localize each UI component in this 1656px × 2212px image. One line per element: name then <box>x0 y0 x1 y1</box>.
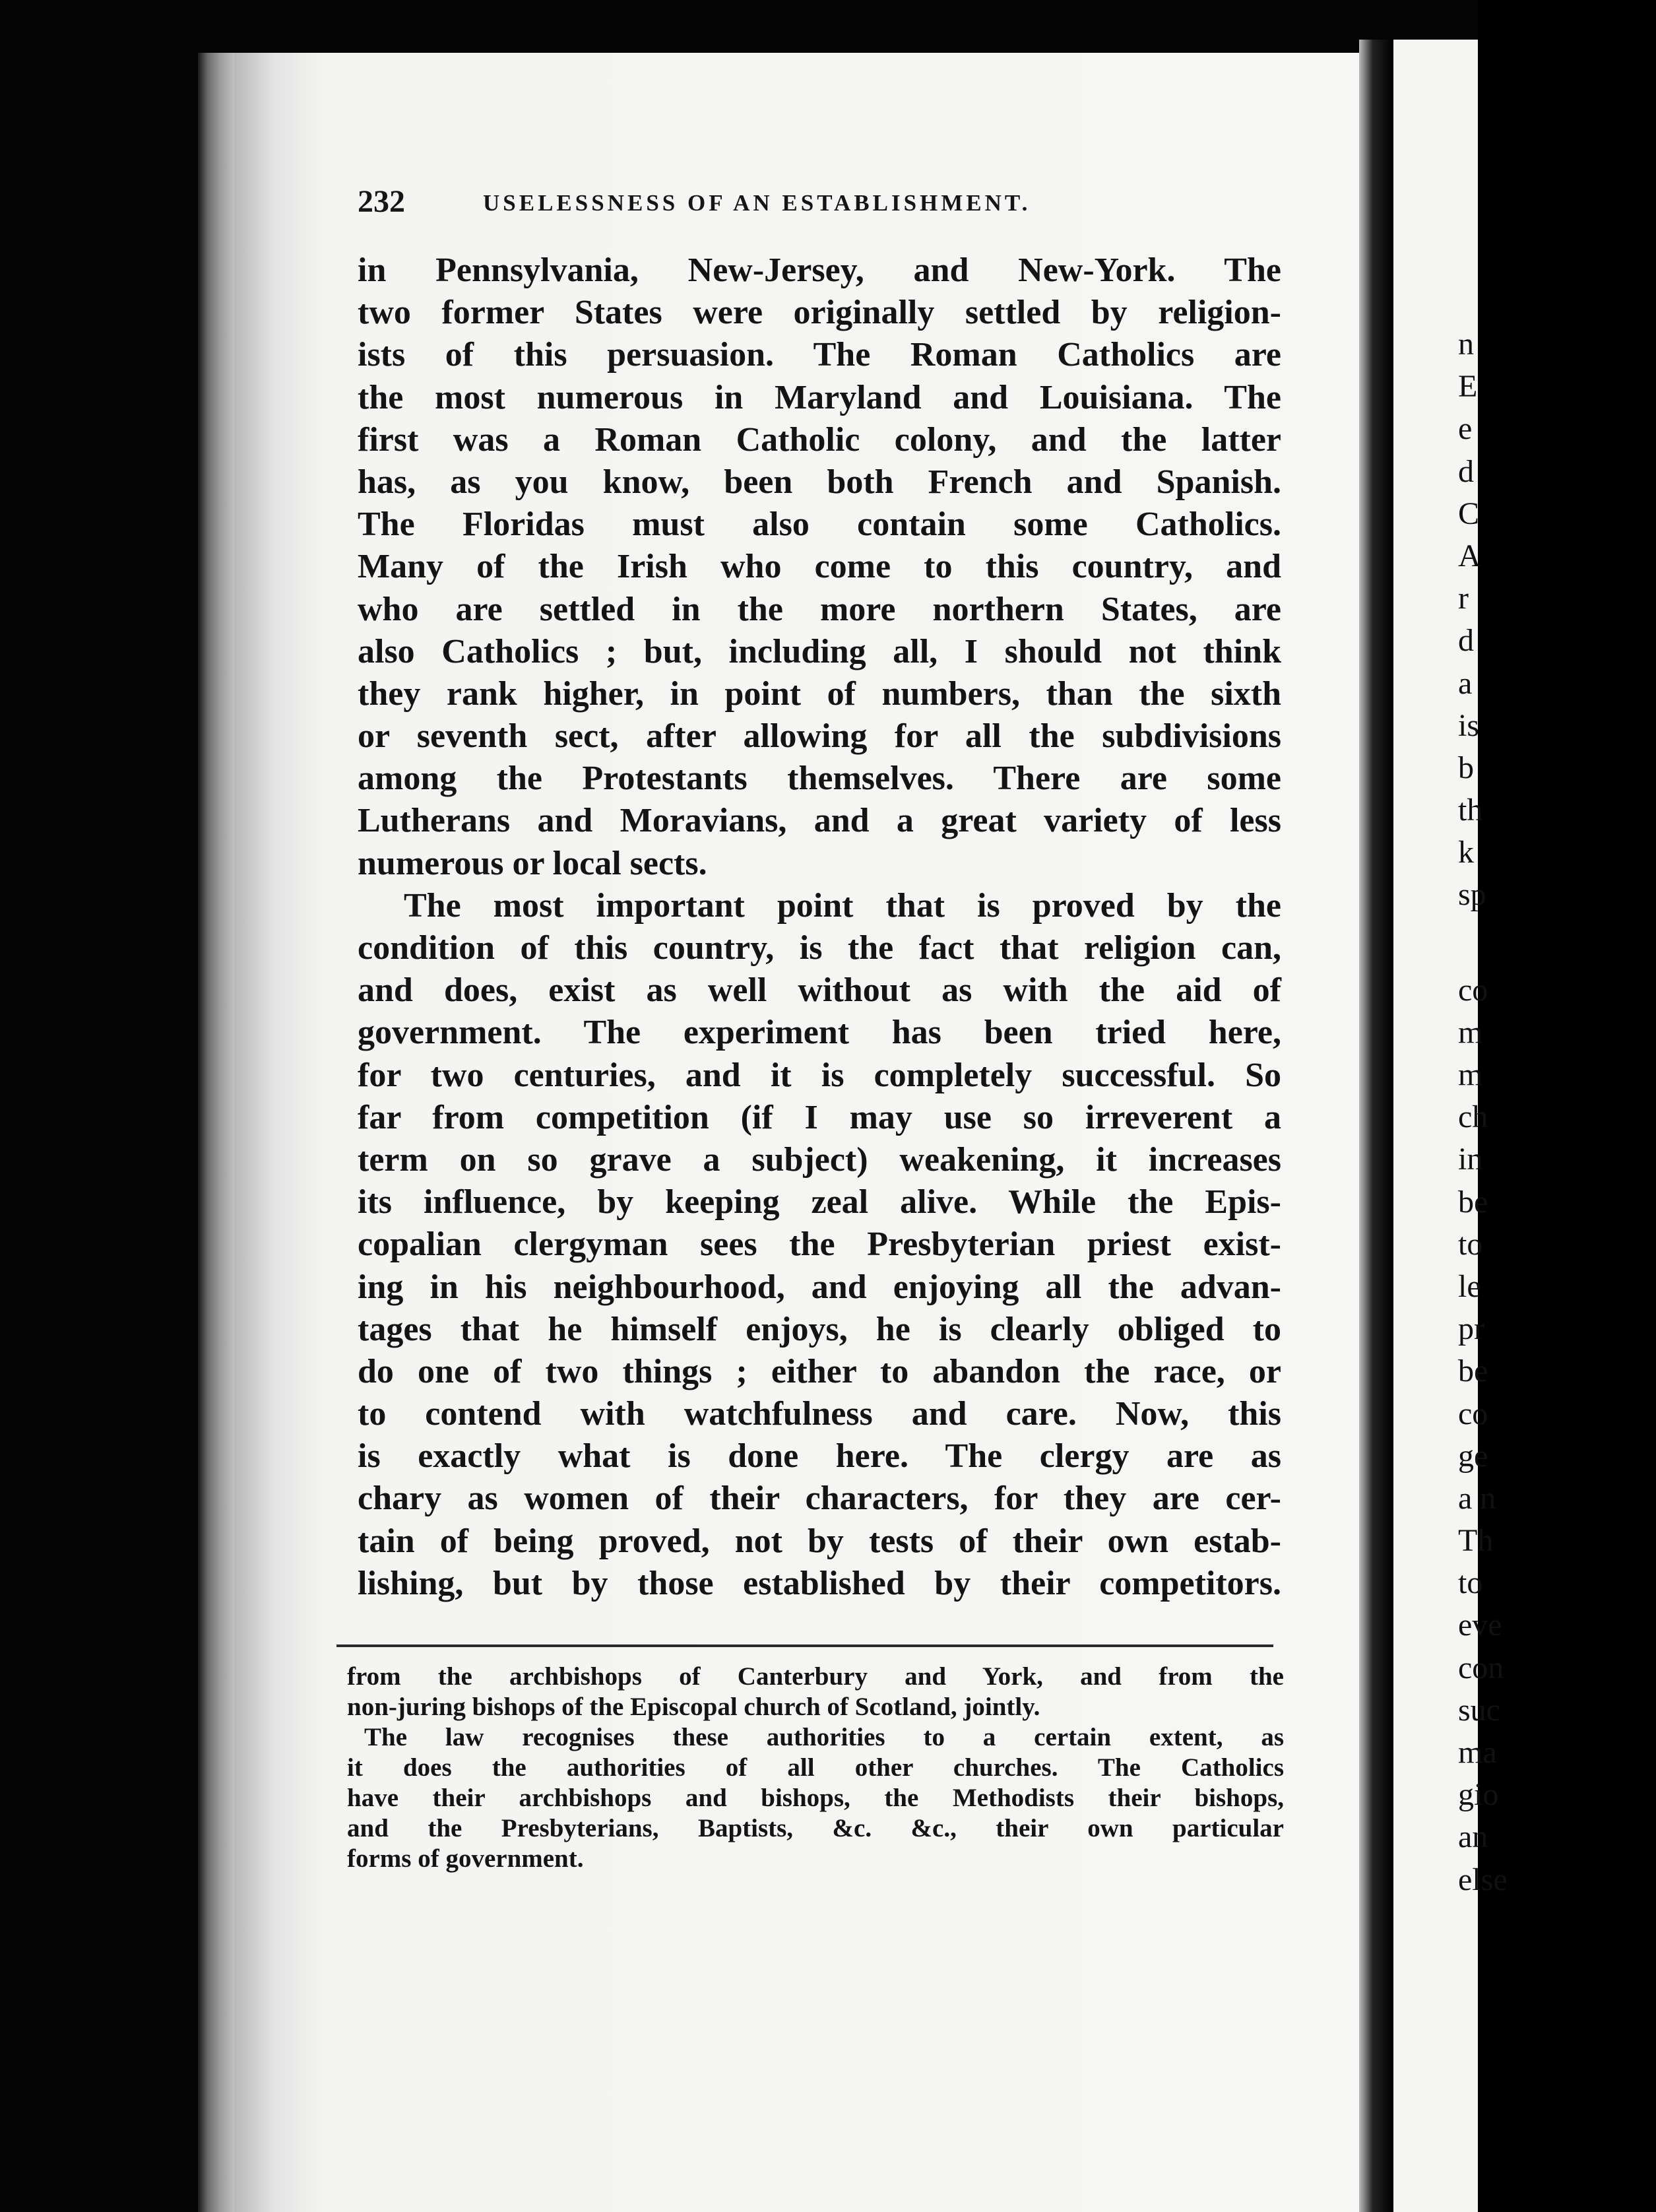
text-line: they rank higher, in point of numbers, than the sixth <box>358 674 1281 713</box>
facing-line: gio <box>1458 1777 1499 1813</box>
footnote-line: have their archbishops and bishops, the Methodists their bishops, <box>347 1784 1284 1812</box>
facing-line: suc <box>1458 1692 1500 1728</box>
facing-line: is <box>1458 707 1480 743</box>
facing-line: a n <box>1458 1480 1496 1516</box>
text-line: far from competition (if I may use so irreverent a <box>358 1098 1281 1136</box>
text-line: and does, exist as well without as with the aid of <box>358 971 1281 1010</box>
facing-line: an <box>1458 1819 1488 1855</box>
facing-line: ge <box>1458 1438 1488 1474</box>
text-line: term on so grave a subject) weakening, it increases <box>358 1140 1281 1179</box>
footnote-line: non-juring bishops of the Episcopal church of Scotland, jointly. <box>347 1693 1040 1721</box>
facing-line: m <box>1458 1057 1483 1092</box>
facing-line: k <box>1458 835 1474 870</box>
footnote-line: from the archbishops of Canterbury and York, and from the <box>347 1662 1284 1691</box>
facing-page-text <box>1458 323 1656 1901</box>
text-line: in Pennsylvania, New-Jersey, and New-York. The <box>358 251 1281 289</box>
text-line: who are settled in the more northern States, are <box>358 590 1281 628</box>
facing-page <box>1393 40 1508 2212</box>
footnote-line: forms of government. <box>347 1844 584 1873</box>
body-text <box>358 249 1281 1605</box>
paragraph-first-line: The most important point that is proved by the <box>404 886 1281 925</box>
facing-line: con <box>1458 1650 1504 1685</box>
text-line: two former States were originally settled by religion- <box>358 294 1281 332</box>
text-line: or seventh sect, after allowing for all the subdivisions <box>358 717 1281 756</box>
facing-line: to <box>1458 1565 1483 1601</box>
running-head <box>358 183 1149 223</box>
text-line: to contend with watchfulness and care. Now, this <box>358 1395 1281 1433</box>
facing-line: le <box>1458 1268 1481 1304</box>
facing-line: eve <box>1458 1608 1502 1643</box>
footnote-line: it does the authorities of all other churches. The Catholics <box>347 1753 1284 1782</box>
text-line: also Catholics ; but, including all, I should not think <box>358 632 1281 670</box>
text-line: is exactly what is done here. The clergy are as <box>358 1437 1281 1476</box>
facing-line: pr <box>1458 1311 1484 1347</box>
text-line: tain of being proved, not by tests of their own estab- <box>358 1522 1281 1560</box>
facing-line: else <box>1458 1862 1508 1897</box>
text-line: chary as women of their characters, for they are cer- <box>358 1480 1281 1518</box>
text-line: ists of this persuasion. The Roman Catholics are <box>358 336 1281 374</box>
facing-line: n <box>1458 327 1474 362</box>
page-number: 232 <box>358 184 405 219</box>
text-line: among the Protestants themselves. There are some <box>358 760 1281 798</box>
text-line: Lutherans and Moravians, and a great variety of less <box>358 802 1281 840</box>
running-title: USELESSNESS OF AN ESTABLISHMENT. <box>483 190 1031 216</box>
text-line: numerous or local sects. <box>358 844 707 882</box>
facing-line: co <box>1458 1396 1488 1431</box>
facing-line: C <box>1458 496 1480 531</box>
text-line: ing in his neighbourhood, and enjoying all the advan- <box>358 1268 1281 1306</box>
text-line: its influence, by keeping zeal alive. While the Epis- <box>358 1183 1281 1221</box>
text-line: condition of this country, is the fact that religion can, <box>358 929 1281 967</box>
text-line: has, as you know, been both French and Spanish. <box>358 463 1281 501</box>
facing-line: co <box>1458 972 1488 1008</box>
facing-line: d <box>1458 623 1474 659</box>
facing-line: r <box>1458 581 1469 616</box>
footnote-line: and the Presbyterians, Baptists, &c. &c., their own particular <box>347 1814 1284 1842</box>
facing-line: to <box>1458 1226 1483 1262</box>
facing-line: be <box>1458 1184 1488 1220</box>
text-line: government. The experiment has been tried here, <box>358 1014 1281 1052</box>
facing-line <box>1458 917 1656 969</box>
facing-line: ma <box>1458 1735 1497 1770</box>
text-line: Many of the Irish who come to this country, and <box>358 548 1281 586</box>
text-line: lishing, but by those established by their competitors. <box>358 1564 1281 1602</box>
footnote-rule <box>336 1644 1273 1647</box>
facing-line: sp <box>1458 877 1486 913</box>
page-gutter <box>198 53 238 2212</box>
facing-line: m <box>1458 1014 1483 1050</box>
facing-line: ch <box>1458 1099 1488 1135</box>
footnote-line: The law recognises these authorities to a certain extent, as <box>364 1723 1284 1751</box>
text-line: the most numerous in Maryland and Louisiana. The <box>358 378 1281 416</box>
facing-line: in <box>1458 1142 1483 1177</box>
facing-line: A <box>1458 538 1481 573</box>
text-line: tages that he himself enjoys, he is clearly obliged to <box>358 1310 1281 1348</box>
facing-line: be <box>1458 1353 1488 1389</box>
text-line: copalian clergyman sees the Presbyterian priest exist- <box>358 1225 1281 1264</box>
text-line: for two centuries, and it is completely successful. So <box>358 1056 1281 1094</box>
facing-line: b <box>1458 750 1474 785</box>
facing-line: E <box>1458 369 1478 405</box>
text-line: first was a Roman Catholic colony, and the latter <box>358 420 1281 459</box>
page-fold <box>1359 40 1393 2212</box>
footnote <box>347 1662 1284 1874</box>
text-line: do one of two things ; either to abandon the race, or <box>358 1352 1281 1390</box>
facing-line: Th <box>1458 1523 1494 1559</box>
text-line: The Floridas must also contain some Catholics. <box>358 505 1281 544</box>
facing-line: th <box>1458 793 1483 828</box>
facing-line: e <box>1458 411 1473 447</box>
facing-line: a <box>1458 665 1473 701</box>
facing-line: d <box>1458 453 1474 489</box>
